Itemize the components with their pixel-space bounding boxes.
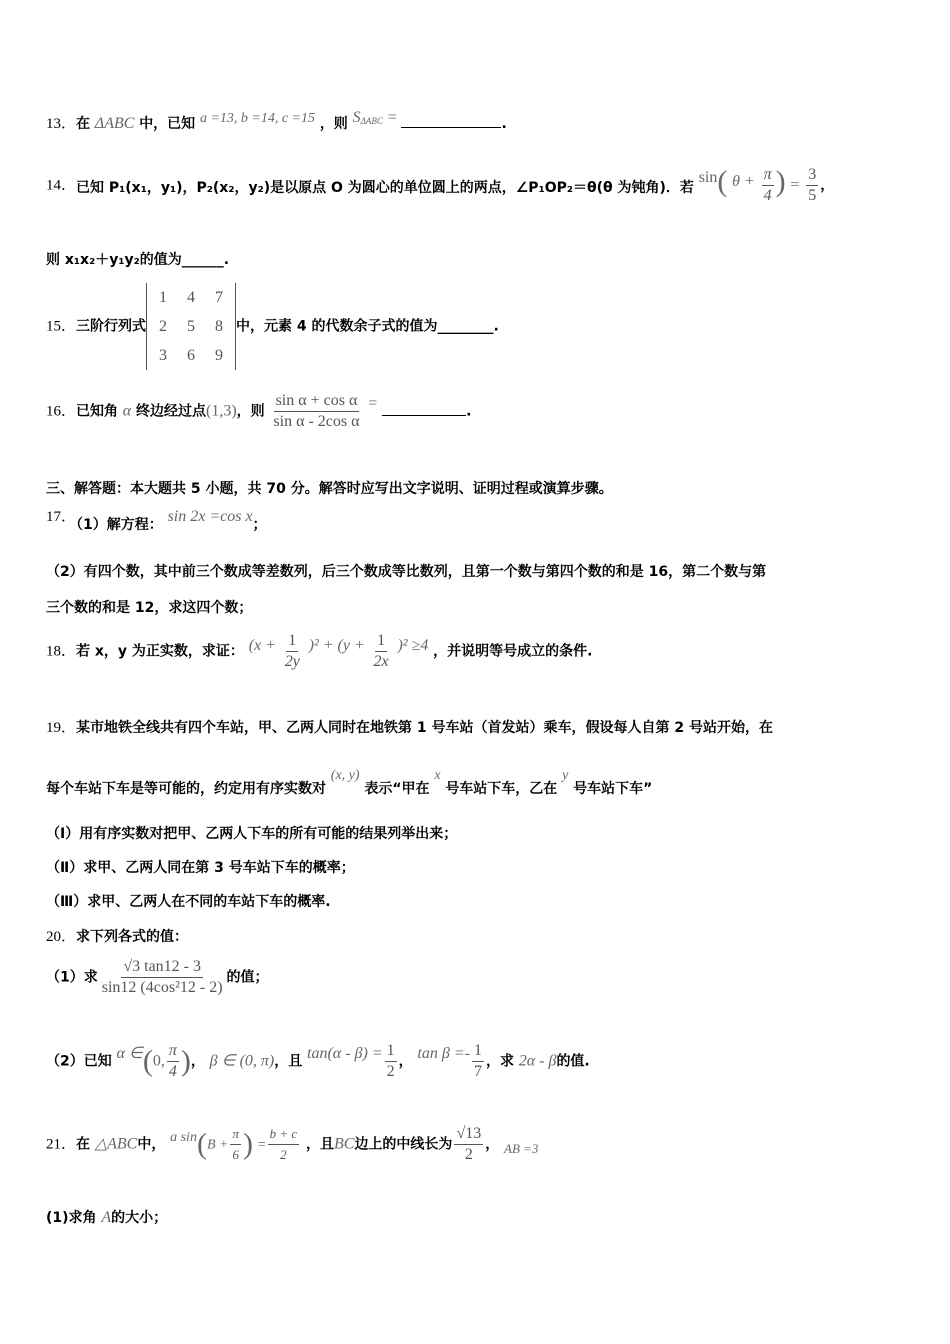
question-21-part-1: (1)求角 A的大小； [46, 1209, 168, 1226]
question-number: 13． [46, 116, 77, 132]
question-17-part-2-continued: 三个数的和是 12，求这四个数； [46, 600, 253, 616]
question-19-part-ii: （Ⅱ）求甲、乙两人同在第 3 号车站下车的概率； [46, 860, 355, 876]
question-19: 19．某市地铁全线共有四个车站，甲、乙两人同时在地铁第 1 号车站（首发站）乘车，假设每人自第 2 号站开始，在 [46, 720, 773, 736]
question-number: 15． [46, 318, 77, 335]
question-14: 14．已知 P₁(x₁，y₁)，P₂(x₂，y₂)是以原点 O 为圆心的单位圆上的两点，∠P₁OP₂＝θ(θ 为钝角)．若 sin( θ + $\frac{\pi}{4}$ ) = $\frac{3}{5}$ ， [46, 164, 835, 204]
question-21: 21．在 △ABC中， a sin(B + $\frac{\pi}{6}$ ) = $\frac{b + c}{2}$ ，且BC边上的中线长为 $\frac{√13}{2}$ ， AB =3 [46, 1125, 539, 1163]
section-heading: 三、解答题：本大题共 5 小题，共 70 分。解答时应写出文字说明、证明过程或演算步骤。 [46, 481, 613, 497]
question-19-part-i: （Ⅰ）用有序实数对把甲、乙两人下车的所有可能的结果列举出来； [46, 826, 458, 842]
answer-blank [382, 413, 466, 416]
pi-over-6: $\frac{\pi}{6}$ [232, 1126, 239, 1162]
question-17-part-2: （2）有四个数，其中前三个数成等差数列，后三个数成等比数列，且第一个数与第四个数的和是 16，第二个数与第 [46, 564, 767, 580]
pi-over-4: $\frac{\pi}{4}$ [763, 166, 772, 204]
triangle-symbol: ΔABC [94, 115, 135, 132]
equation: sin 2x =cos x [167, 508, 253, 525]
question-number: 17． [46, 509, 77, 525]
triangle-symbol: △ABC [94, 1135, 138, 1153]
question-number: 14． [46, 177, 77, 194]
fraction-b-plus-c-over-2: $\frac{b + c}{2}$ [269, 1126, 298, 1162]
question-14-continued: 则 x₁x₂＋y₁y₂的值为______. [46, 252, 230, 268]
question-15: 15．三阶行列式 1 4 7 2 5 8 3 6 9 中，元素 4 的代数余子式的值为________. [46, 283, 910, 370]
fraction-1-2: $\frac{1}{2}$ [386, 1042, 395, 1080]
answer-blank [401, 125, 501, 128]
fraction-1-7: $\frac{1}{7}$ [473, 1042, 482, 1080]
question-19-part-iii: （Ⅲ）求甲、乙两人在不同的车站下车的概率. [46, 894, 331, 910]
fraction-3-5: $\frac{3}{5}$ [808, 166, 817, 204]
fraction-1-2y: $\frac{1}{2y}$ [284, 632, 300, 670]
question-17: 17．（1）解方程： sin 2x =cos x； [46, 508, 267, 533]
question-20-part-2: （2）已知 α ∈(0, $\frac{\pi}{4}$ )， β ∈ (0, π)，且 tan(α - β) = $\frac{1}{2}$ ， tan β =- $\frac{1}{7}$ ，求 2α - β的值. [46, 1042, 590, 1080]
question-number: 16． [46, 403, 77, 420]
question-number: 18． [46, 643, 77, 660]
question-number: 19． [46, 720, 77, 736]
question-13: 13．在 ΔABC 中，已知 a =13, b =14, c =15 ，则 $S^{\Delta ABC}$ = . [46, 109, 507, 132]
question-18: 18．若 x，y 为正实数，求证： (x + $\frac{1}{2y}$ )² + (y + $\frac{1}{2x}$ )² ≥4 ，并说明等号成立的条件. [46, 632, 593, 670]
question-20-part-1: （1）求 $\frac{√3 \tan 12 - 3}{\text{sin12 (4cos²12 - 2)}}$ 的值； [46, 958, 269, 996]
fraction-1-2x: $\frac{1}{2x}$ [373, 632, 389, 670]
question-20: 20．求下列各式的值： [46, 929, 189, 945]
determinant-matrix: 1 4 7 2 5 8 3 6 9 [146, 283, 236, 370]
question-19-line-2: 每个车站下车是等可能的，约定用有序实数对 (x, y) 表示“甲在 x 号车站下车，乙在 y 号车站下车” [46, 768, 653, 797]
pi-over-4: $\frac{\pi}{4}$ [168, 1042, 177, 1080]
side-lengths: a =13, b =14, c =15 [199, 111, 316, 126]
sqrt-13-over-2: $\frac{√13}{2}$ [456, 1125, 482, 1163]
tan-fraction: $\frac{√3 \tan 12 - 3}{\text{sin12 (4cos²12 - 2)}}$ [101, 958, 223, 996]
area-symbol: S [352, 109, 361, 126]
trig-fraction: $\frac{\text{sin α + cos α}}{\text{sin α - 2cos α}}$ [273, 392, 360, 430]
question-16: 16．已知角 α 终边经过点(1,3)，则 $\frac{\text{sin α + cos α}}{\text{sin α - 2cos α}}$ = . [46, 392, 472, 430]
question-number: 21． [46, 1136, 77, 1153]
question-number: 20． [46, 929, 77, 945]
